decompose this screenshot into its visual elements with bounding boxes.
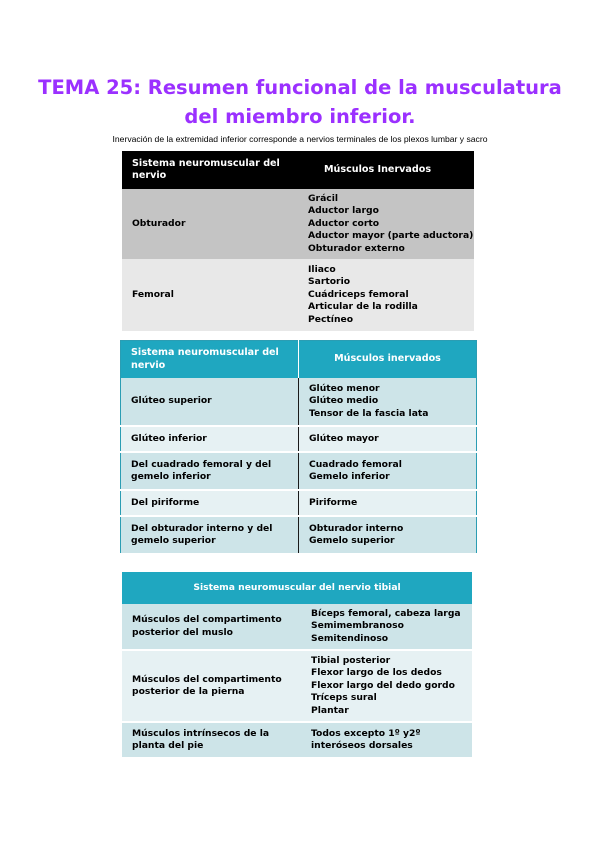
muscle-name: Semimembranoso: [311, 620, 404, 632]
muscle-name: Flexor largo del dedo gordo: [311, 679, 455, 691]
column-header-muscles: Músculos inervados: [299, 341, 477, 379]
muscles-cell: [297, 604, 472, 650]
muscles-cell: [299, 426, 477, 452]
nerve-cell: Glúteo superior: [121, 378, 299, 426]
muscle-name: Flexor largo de los dedos: [311, 667, 442, 679]
muscle-name: Sartorio: [308, 276, 351, 288]
column-header-muscles: Músculos Inervados: [308, 151, 474, 189]
muscle-name: Tríceps sural: [311, 692, 377, 704]
muscles-cell: [299, 378, 477, 426]
muscles-cell: [299, 516, 477, 554]
table-row: [122, 189, 474, 259]
nerve-cell: Femoral: [122, 259, 308, 331]
innervation-table-tibial: [122, 572, 472, 759]
muscle-name: Todos excepto 1º y2º interóseos dorsales: [311, 727, 421, 751]
region-cell: Músculos del compartimento posterior del muslo: [122, 604, 297, 650]
muscles-cell: [297, 722, 472, 758]
muscle-name: Iliaco: [308, 263, 336, 275]
table-row: [121, 378, 477, 426]
page-title-line-2: del miembro inferior.: [184, 105, 416, 128]
muscle-name: Aductor mayor (parte aductora): [308, 230, 474, 242]
muscle-name: Glúteo mayor: [309, 432, 379, 444]
muscle-name: Obturador interno: [309, 522, 404, 534]
column-header-nerve: Sistema neuromuscular del nervio: [122, 151, 308, 189]
muscles-cell: [308, 259, 474, 331]
muscles-cell: [299, 490, 477, 516]
nerve-cell: Del obturador interno y del gemelo superior: [121, 516, 299, 554]
table-header-tibial: Sistema neuromuscular del nervio tibial: [122, 572, 472, 604]
innervation-table-obturator-femoral: [122, 151, 474, 331]
muscle-name: Cuádriceps femoral: [308, 288, 409, 300]
table-header-row: [121, 341, 477, 379]
table-row: [122, 722, 472, 758]
table-row: [122, 650, 472, 722]
muscle-name: Semitendinoso: [311, 632, 389, 644]
table-row: [121, 426, 477, 452]
muscle-name: Piriforme: [309, 496, 358, 508]
table-header-row: [122, 572, 472, 604]
table-header-row: [122, 151, 474, 189]
column-header-nerve: Sistema neuromuscular del nervio: [121, 341, 299, 379]
table-row: [121, 516, 477, 554]
muscle-name: Articular de la rodilla: [308, 301, 418, 313]
intro-text: Inervación de la extremidad inferior corresponde a nervios terminales de los plexos lumbar y sacro: [112, 134, 488, 144]
table-row: [122, 604, 472, 650]
region-cell: Músculos intrínsecos de la planta del pie: [122, 722, 297, 758]
nerve-cell: Del cuadrado femoral y del gemelo inferior: [121, 452, 299, 490]
muscle-name: Tensor de la fascia lata: [309, 407, 429, 419]
muscle-name: Tibial posterior: [311, 654, 391, 666]
muscles-cell: [299, 452, 477, 490]
table-row: [121, 490, 477, 516]
nerve-cell: Del piriforme: [121, 490, 299, 516]
muscles-cell: [308, 189, 474, 259]
muscle-name: Bíceps femoral, cabeza larga: [311, 607, 461, 619]
page-title-line-1: TEMA 25: Resumen funcional de la musculatura: [38, 76, 562, 99]
innervation-table-gluteal: [120, 340, 477, 555]
muscle-name: Glúteo medio: [309, 395, 379, 407]
muscle-name: Gemelo inferior: [309, 471, 390, 482]
table-row: [122, 259, 474, 331]
muscles-cell: [297, 650, 472, 722]
region-cell: Músculos del compartimento posterior de la pierna: [122, 650, 297, 722]
muscle-name: Pectíneo: [308, 313, 354, 325]
nerve-cell: Obturador: [122, 189, 308, 259]
muscle-name: Aductor corto: [308, 217, 380, 229]
muscle-name: Obturador externo: [308, 242, 405, 254]
muscle-name: Grácil: [308, 192, 339, 204]
muscle-name: Aductor largo: [308, 205, 379, 217]
muscle-name: Cuadrado femoral: [309, 458, 402, 470]
muscle-name: Gemelo superior: [309, 535, 395, 546]
muscle-name: Glúteo menor: [309, 382, 380, 394]
nerve-cell: Glúteo inferior: [121, 426, 299, 452]
muscle-name: Plantar: [311, 704, 349, 716]
table-row: [121, 452, 477, 490]
